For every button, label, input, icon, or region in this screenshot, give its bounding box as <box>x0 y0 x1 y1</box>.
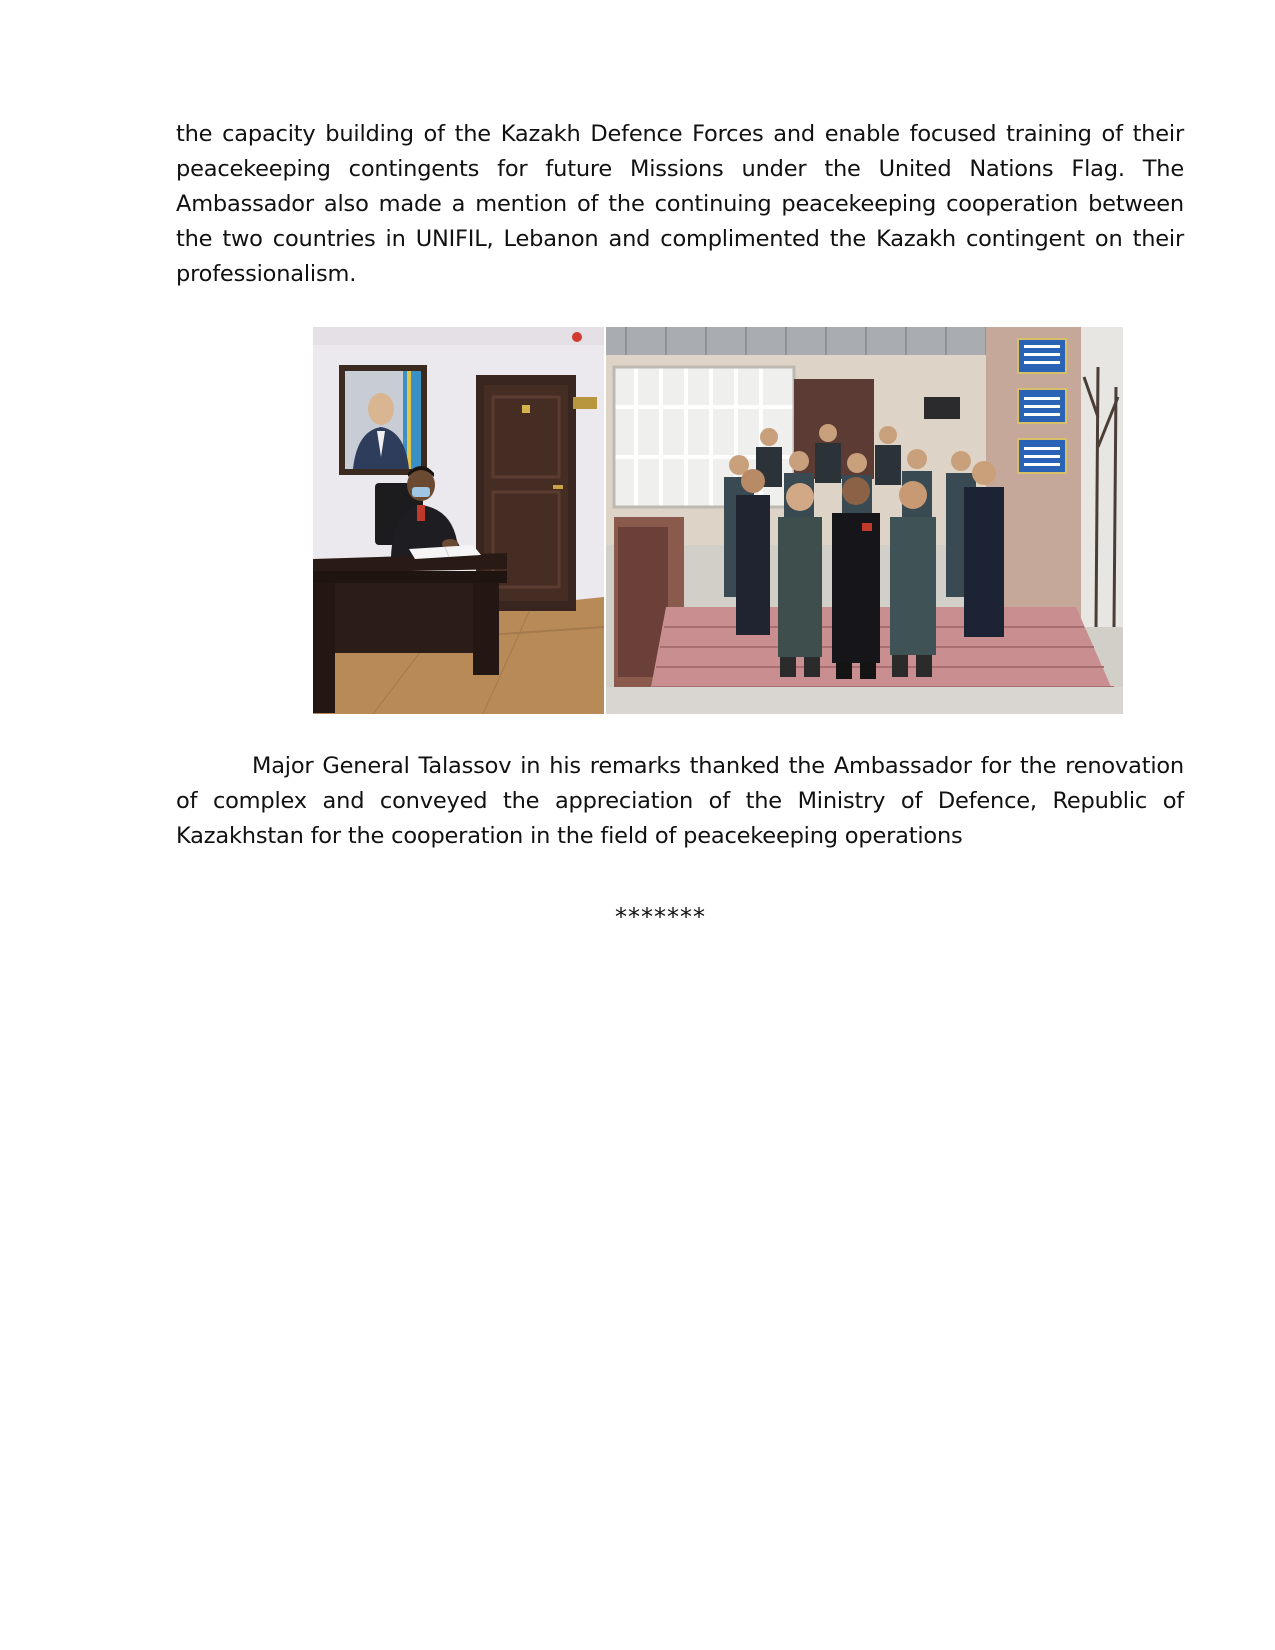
section-separator: ******* <box>615 903 706 931</box>
body-paragraph-1: the capacity building of the Kazakh Defence Forces and enable focused training of their peacekeeping contingents for future Missions under the United Nations Flag. The Ambassador also made a mention of the continuing peacekeeping cooperation between the two countries in UNIFIL, Lebanon and complimented the Kazakh contingent on their professionalism. <box>176 121 1184 287</box>
body-paragraph-2: Major General Talassov in his remarks thanked the Ambassador for the renovation of complex and conveyed the appreciation of the Ministry of Defence, Republic of Kazakhstan for the cooperation in the field of peacekeeping operations <box>176 753 1184 849</box>
photo-signing-visitor-book <box>313 327 604 714</box>
photo-row <box>313 327 1123 714</box>
group-illustration <box>606 327 1123 714</box>
signing-illustration <box>313 327 604 714</box>
photo-group-on-steps <box>606 327 1123 714</box>
